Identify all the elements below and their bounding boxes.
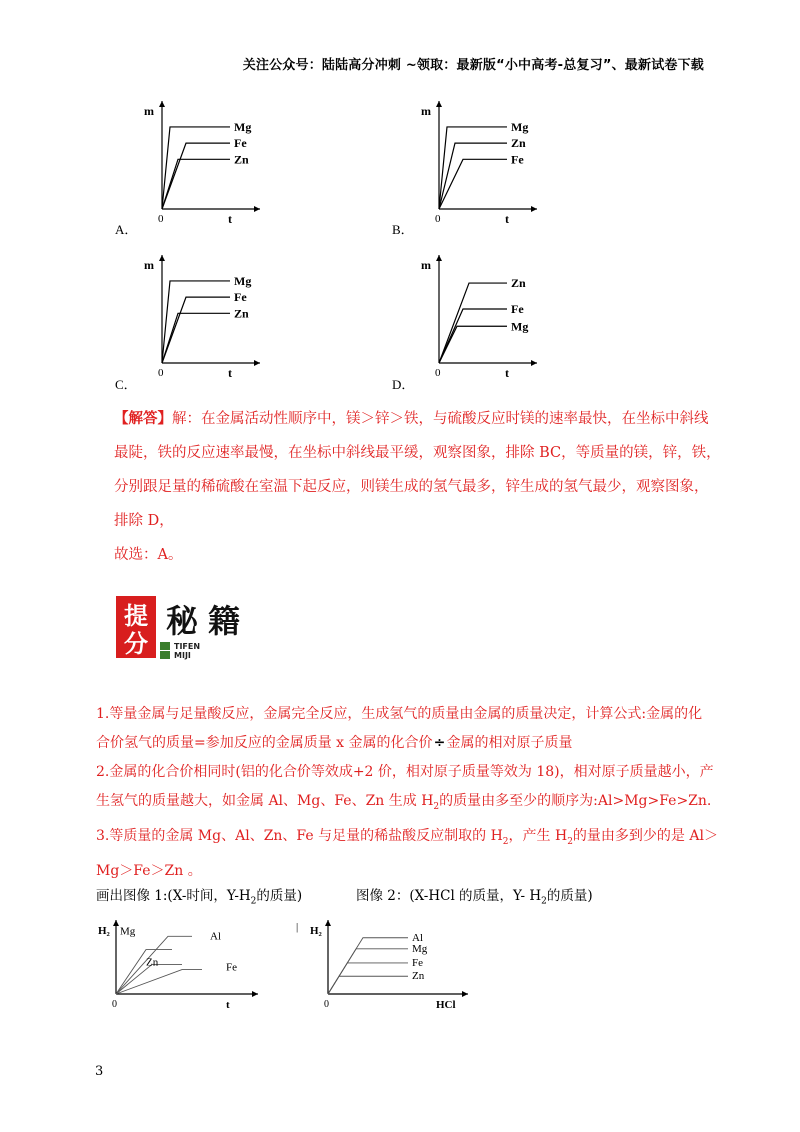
option-graph-svg	[136, 250, 266, 380]
caption-graph-1	[96, 884, 302, 907]
answer-tag: 【解答】	[114, 410, 172, 427]
tip-line-5c: 的量由多到少的是 Al＞	[572, 827, 718, 844]
graph-h2-vs-hcl	[290, 912, 480, 1012]
answer-line-1: 解：在金属活动性顺序中，镁＞锌＞铁，与硫酸反应时镁的速率最快，在坐标中斜线	[172, 411, 709, 427]
logo-char-2: 分	[124, 630, 148, 658]
tip-line-3: 2.金属的化合价相同时(铝的化合价等效成+2 价，相对原子质量等效为 18)，相对原子质量越小，产	[96, 764, 714, 780]
x-axis-arrow-icon	[252, 991, 258, 997]
page-number: 3	[95, 1064, 104, 1079]
x-axis-label: t	[226, 999, 230, 1011]
tip-line-5a: 3.等质量的金属 Mg、Al、Zn、Fe 与足量的稀盐酸反应制取的 H	[96, 827, 503, 844]
x-axis-arrow-icon	[254, 360, 260, 366]
answer-line-3: 分别跟足量的稀硫酸在室温下起反应，则镁生成的氢气最多，锌生成的氢气最少，观察图象，	[114, 479, 709, 495]
series-label-fe: Fe	[511, 152, 524, 167]
series-label-mg: Mg	[234, 273, 252, 288]
series-line-fe	[116, 970, 202, 994]
subscript-2: 2	[567, 836, 573, 847]
series-line-mg	[162, 127, 230, 209]
series-line-mg	[439, 326, 507, 363]
y-axis-arrow-icon	[159, 101, 165, 107]
x-axis-arrow-icon	[254, 206, 260, 212]
origin-label: 0	[112, 999, 117, 1010]
series-line-mg	[162, 281, 230, 363]
graph-option-a	[136, 96, 266, 226]
logo-char-3: 秘	[165, 602, 199, 640]
graph1-svg	[96, 912, 266, 1011]
y-axis-arrow-icon	[436, 255, 442, 261]
origin-label: 0	[435, 213, 441, 225]
y-axis-arrow-icon	[436, 101, 442, 107]
origin-label: 0	[324, 999, 329, 1010]
subscript-2: 2	[541, 896, 547, 907]
logo-char-4: 籍	[207, 602, 241, 640]
series-label-al: Al	[412, 931, 423, 944]
subscript-2: 2	[250, 896, 257, 907]
tip-line-2a: 合价氢气的质量=参加反应的金属质量 x 金属的化合价	[96, 735, 433, 751]
answer-block	[114, 402, 721, 572]
series-label-zn: Zn	[511, 136, 526, 151]
option-a-label: A．	[115, 222, 138, 237]
page-header: 关注公众号：陆陆高分冲刺 ~领取：最新版“小中高考-总复习”、最新试卷下载	[242, 58, 704, 73]
series-line-zn	[162, 159, 230, 209]
series-label-mg: Mg	[511, 119, 529, 134]
tip-line-6: Mg＞Fe＞Zn 。	[96, 862, 202, 879]
tip-line-2b: 金属的相对原子质量	[446, 735, 573, 751]
tip-line-1: 1.等量金属与足量酸反应，金属完全反应，生成氢气的质量由金属的质量决定，计算公式:金属的化	[96, 706, 703, 722]
graph-option-d	[413, 250, 543, 380]
caption-2b: 的质量)	[546, 888, 593, 904]
y-axis-label: H₂	[310, 925, 322, 937]
logo-green-square-2	[160, 651, 170, 659]
logo-sub-text-2: MIJI	[174, 651, 191, 660]
series-label-mg: Mg	[511, 319, 529, 334]
caption-2a: 图像 2：(X-HCl 的质量，Y- H	[356, 888, 542, 904]
series-label-fe: Fe	[234, 290, 247, 305]
subscript-2: 2	[433, 801, 440, 812]
x-axis-arrow-icon	[462, 991, 468, 997]
y-axis-label: m	[144, 258, 154, 272]
logo-char-1: 提	[124, 602, 148, 630]
series-label-al: Al	[210, 930, 221, 943]
x-axis-label: t	[505, 366, 509, 380]
y-axis-arrow-icon	[113, 920, 119, 926]
graph2-svg	[290, 912, 480, 1012]
tip-line-4b: 的质量由多至少的顺序为:Al>Mg>Fe>Zn.	[439, 793, 712, 809]
option-b-label: B．	[392, 222, 414, 237]
graph-h2-vs-time	[96, 912, 266, 1011]
y-axis-label: m	[421, 258, 431, 272]
option-graph-svg	[413, 250, 543, 380]
answer-line-4: 排除 D，	[114, 513, 174, 529]
series-label-mg: Mg	[234, 119, 252, 134]
y-axis-arrow-icon	[325, 920, 331, 926]
divide-icon: ÷	[433, 735, 446, 751]
answer-line-5: 故选：A。	[114, 547, 183, 563]
y-axis-arrow-icon	[159, 255, 165, 261]
subscript-2: 2	[502, 836, 509, 847]
series-label-zn: Zn	[146, 956, 159, 969]
series-label-zn: Zn	[234, 306, 249, 321]
series-line-mg	[328, 949, 408, 994]
series-line-zn	[439, 143, 507, 209]
series-label-fe: Fe	[234, 136, 247, 151]
x-axis-arrow-icon	[531, 360, 537, 366]
series-line-fe	[328, 963, 408, 994]
tip-line-4a: 生氢气的质量越大，如金属 Al、Mg、Fe、Zn 生成 H	[96, 793, 434, 809]
x-axis-label: t	[505, 212, 509, 226]
tips-block	[96, 700, 716, 886]
origin-label: 0	[158, 367, 164, 379]
option-graph-svg	[413, 96, 543, 226]
x-axis-label: t	[228, 366, 232, 380]
caption-1b: 的质量)	[256, 888, 303, 904]
marker-bar: |	[296, 921, 299, 933]
graph-option-c	[136, 250, 266, 380]
y-axis-label: H₂	[98, 925, 110, 937]
series-line-zn	[439, 283, 507, 363]
option-graph-svg	[136, 96, 266, 226]
logo-green-square-1	[160, 642, 170, 650]
option-d-label: D．	[392, 377, 415, 392]
x-axis-label: HCl	[436, 999, 456, 1011]
series-label-mg: Mg	[412, 942, 428, 955]
tifen-miji-logo	[116, 592, 256, 662]
answer-line-2: 最陡，铁的反应速率最慢，在坐标中斜线最平缓，观察图象，排除 BC，等质量的镁，锌，铁，	[114, 445, 721, 461]
series-line-zn	[328, 976, 408, 994]
tip-line-5b: ，产生 H	[508, 827, 568, 844]
series-label-fe: Fe	[226, 961, 237, 974]
series-label-fe: Fe	[412, 956, 423, 969]
caption-1a: 画出图像 1:(X-时间，Y-H	[96, 888, 251, 904]
logo-sub-text-1: TIFEN	[174, 642, 201, 651]
option-c-label: C．	[115, 377, 137, 392]
graph-option-b	[413, 96, 543, 226]
x-axis-label: t	[228, 212, 232, 226]
series-line-zn	[162, 313, 230, 363]
caption-graph-2	[356, 884, 593, 907]
series-line-al	[328, 938, 408, 994]
y-axis-label: m	[144, 104, 154, 118]
series-label-mg: Mg	[120, 925, 136, 938]
y-axis-label: m	[421, 104, 431, 118]
series-label-zn: Zn	[412, 970, 425, 983]
origin-label: 0	[435, 367, 441, 379]
series-label-zn: Zn	[511, 276, 526, 291]
origin-label: 0	[158, 213, 164, 225]
series-label-fe: Fe	[511, 302, 524, 316]
x-axis-arrow-icon	[531, 206, 537, 212]
series-label-zn: Zn	[234, 152, 249, 167]
